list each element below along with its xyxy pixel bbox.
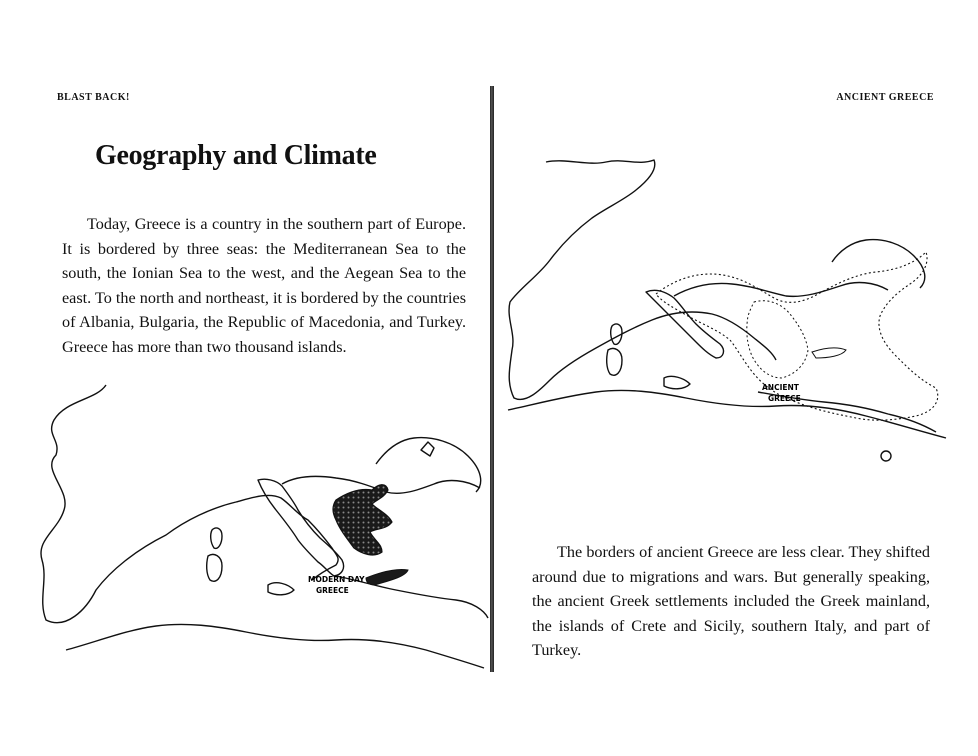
balkans-coastline: [674, 283, 888, 297]
intro-paragraph: Today, Greece is a country in the southern part of Europe. It is bordered by three seas: the Mediterranean Sea to the south, the Ionian Sea to the west, and the Aegean Sea to the east. To the north and northeast, it is bordered by the countries of Albania, Bulgaria, the Republic of Macedonia, and Turkey. Greece has more than two thousand islands.: [62, 215, 466, 356]
map-label-ancient-line2: GREECE: [768, 394, 801, 403]
europe-coastline: [509, 160, 776, 399]
running-head-right: ANCIENT GREECE: [836, 92, 934, 103]
black-sea: [832, 240, 925, 288]
modern-greece-shape: [333, 485, 392, 555]
running-head-left: BLAST BACK!: [57, 92, 130, 103]
africa-coastline: [508, 390, 946, 438]
map-label-modern-line2: GREECE: [316, 586, 349, 595]
map-label-ancient-line1: ANCIENT: [762, 383, 799, 392]
page-title: Geography and Climate: [95, 140, 377, 171]
borders-paragraph: The borders of ancient Greece are less clear. They shifted around due to migrations and wars. But generally speaking, the ancient Greek settlements included the Greek mainland, the islands of Crete and Sicily, southern Italy, and part of Turkey.: [532, 543, 930, 660]
sardinia-island: [607, 348, 622, 375]
italy-coastline: [258, 479, 344, 576]
sicily-island: [664, 376, 690, 388]
italy-coastline: [646, 290, 723, 358]
crete-island: [366, 569, 408, 584]
africa-coastline: [66, 624, 484, 668]
book-gutter: [490, 86, 494, 672]
black-sea: [376, 438, 481, 492]
modern-greece-map: [36, 380, 488, 670]
europe-coastline: [41, 385, 338, 623]
sicily-island: [268, 583, 294, 595]
corsica-island: [211, 528, 222, 548]
ancient-greece-map: [506, 152, 952, 482]
sardinia-island: [207, 554, 222, 581]
map-label-modern-line1: MODERN DAY: [308, 575, 365, 584]
